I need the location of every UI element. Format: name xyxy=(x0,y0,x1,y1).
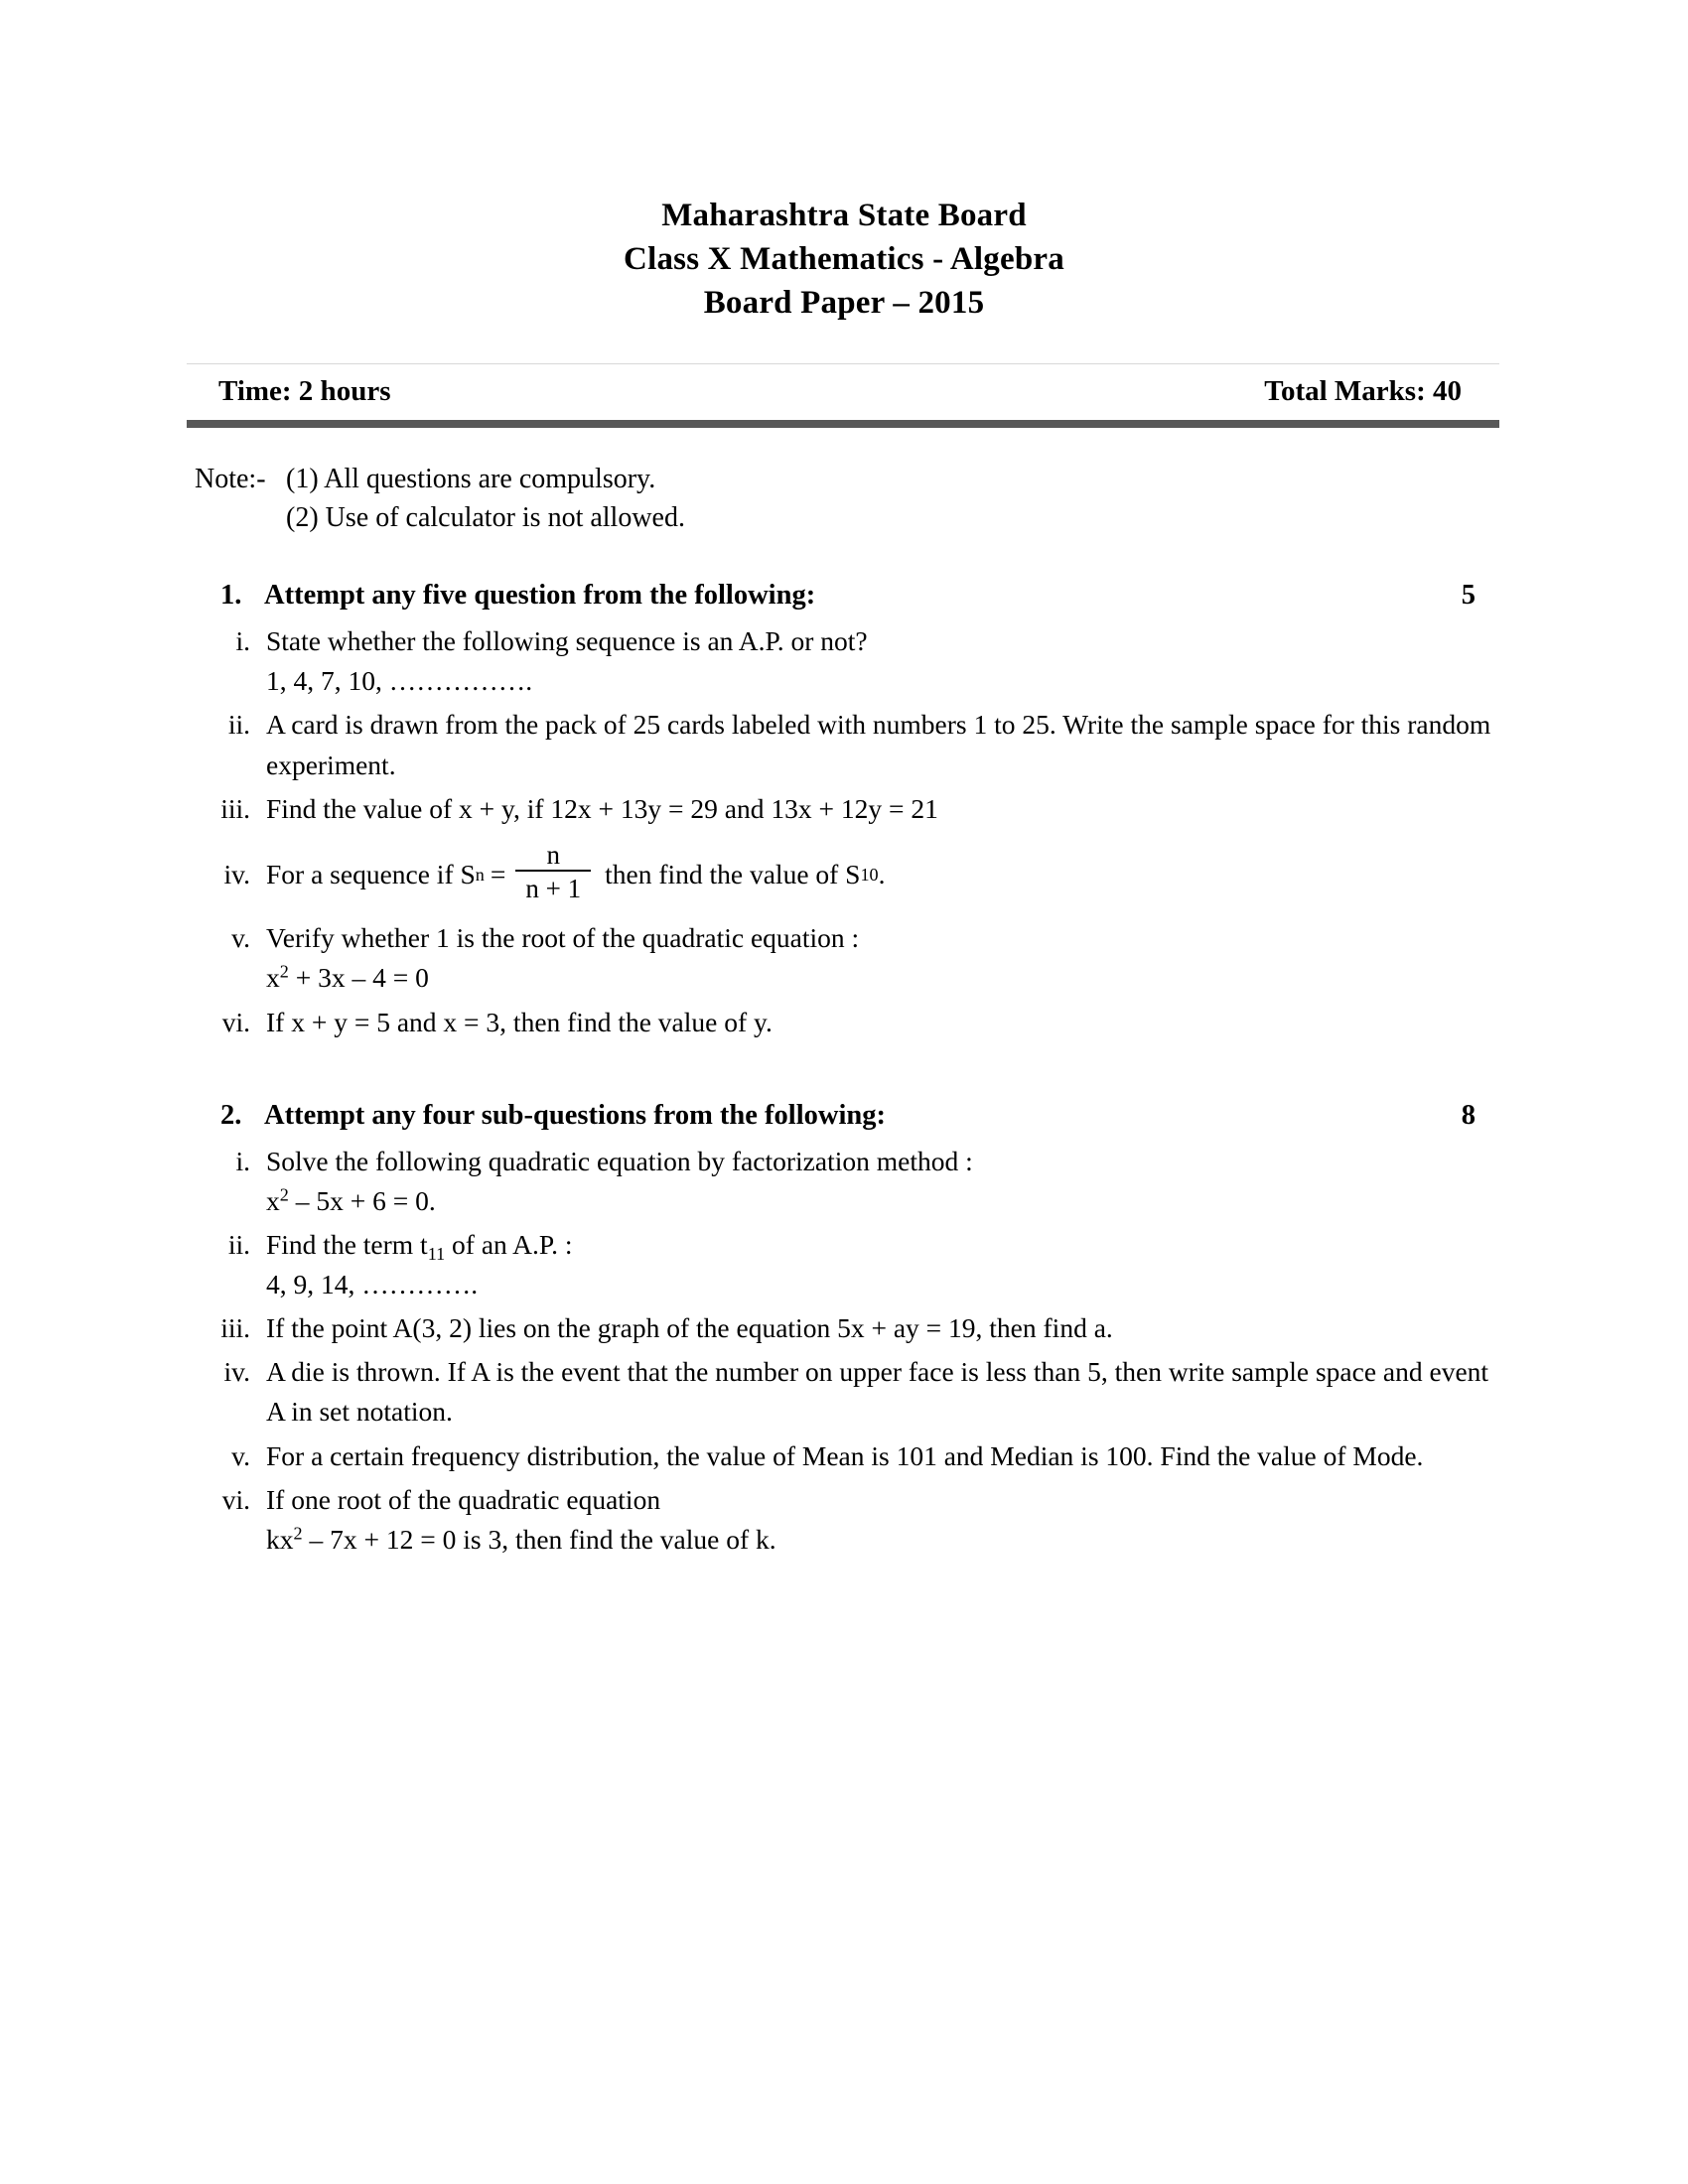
exam-meta-bar xyxy=(187,363,1499,428)
subitem-marker: v. xyxy=(231,922,250,954)
equation-rest: + 3x – 4 = 0 xyxy=(288,962,429,994)
list-item xyxy=(195,839,1499,906)
equation-exponent: 2 xyxy=(279,961,289,982)
fraction-denominator: n + 1 xyxy=(515,870,591,904)
subitem-body: For a certain frequency distribution, the value of Mean is 101 and Median is 100. Find the value of Mode. xyxy=(266,1439,1424,1471)
subitem-body: For a sequence if S n = $\frac{n}{n + 1}$ then find the value of S 10 . xyxy=(266,839,886,904)
list-item xyxy=(195,1308,1499,1348)
question-2-subitems xyxy=(195,1142,1499,1560)
fraction-numerator: n xyxy=(546,839,560,870)
equals-sign: = xyxy=(490,858,506,889)
term-subscript: 11 xyxy=(427,1243,446,1264)
subitem-line: Verify whether 1 is the root of the quadratic equation : xyxy=(266,922,860,954)
equation-rest: – 5x + 6 = 0. xyxy=(288,1184,436,1216)
note-row xyxy=(195,460,1688,499)
subitem-body: If the point A(3, 2) lies on the graph of the equation 5x + ay = 19, then find a. xyxy=(266,1312,1113,1344)
subitem-marker: i. xyxy=(235,1145,250,1176)
instructions-note xyxy=(0,460,1688,539)
subitem-marker: v. xyxy=(231,1439,250,1471)
list-item xyxy=(195,1436,1499,1476)
exam-total-marks: Total Marks: 40 xyxy=(1264,375,1462,408)
note-item-2: (2) Use of calculator is not allowed. xyxy=(286,502,685,534)
quadratic-equation xyxy=(266,958,1499,998)
note-item-1: (1) All questions are compulsory. xyxy=(286,463,656,494)
subitem-line: Solve the following quadratic equation by factorization method : xyxy=(266,1145,973,1176)
quadratic-equation xyxy=(266,1181,1499,1221)
subitem-marker: iii. xyxy=(220,1312,250,1344)
subitem-marker: iv. xyxy=(223,858,250,889)
term-suffix: of an A.P. : xyxy=(445,1228,573,1260)
subitem-line: State whether the following sequence is an A.P. or not? xyxy=(266,625,868,657)
ap-term-line xyxy=(266,1225,1499,1265)
subitem-body xyxy=(266,1142,1499,1221)
question-block-2 xyxy=(0,1100,1688,1560)
question-2-title: Attempt any four sub-questions from the following: xyxy=(264,1099,886,1131)
subitem-marker: vi. xyxy=(221,1483,250,1515)
list-item xyxy=(195,1225,1499,1304)
quadratic-equation xyxy=(266,1520,1499,1560)
equation-base: x xyxy=(266,962,280,994)
question-2-marks: 8 xyxy=(1461,1099,1476,1131)
subitem-marker: ii. xyxy=(227,1228,250,1260)
list-item xyxy=(195,918,1499,998)
subitem-body: Find the value of x + y, if 12x + 13y = 29 and 13x + 12y = 21 xyxy=(266,792,938,824)
question-2-number: 2. xyxy=(220,1099,242,1131)
subitem-body xyxy=(266,1480,1499,1560)
list-item xyxy=(195,1480,1499,1560)
question-block-1 xyxy=(0,580,1688,1042)
paper-title-block xyxy=(0,0,1688,326)
subitem-line: If one root of the quadratic equation xyxy=(266,1483,661,1515)
fraction xyxy=(515,841,591,904)
subitem-marker: i. xyxy=(235,625,250,657)
subitem-body: A card is drawn from the pack of 25 cards labeled with numbers 1 to 25. Write the sample space for this random experiment. xyxy=(266,709,1491,780)
question-2-heading xyxy=(195,1100,1499,1132)
equation-rest: – 7x + 12 = 0 is 3, then find the value of k. xyxy=(302,1523,776,1555)
sequence-formula-prefix: For a sequence if S xyxy=(266,858,476,889)
subitem-body: If x + y = 5 and x = 3, then find the value of y. xyxy=(266,1006,773,1037)
subitem-line: 4, 9, 14, …………. xyxy=(266,1269,479,1300)
question-1-subitems xyxy=(195,621,1499,1042)
equation-exponent: 2 xyxy=(279,1184,289,1205)
subitem-body xyxy=(266,918,1499,998)
equation-exponent: 2 xyxy=(293,1523,303,1544)
exam-duration: Time: 2 hours xyxy=(218,375,391,408)
page-title-line-1: Maharashtra State Board xyxy=(661,198,1027,233)
list-item xyxy=(195,621,1499,701)
subitem-body: A die is thrown. If A is the event that the number on upper face is less than 5, then write sample space and event A in set notation. xyxy=(266,1356,1489,1428)
subitem-marker: iv. xyxy=(223,1356,250,1388)
page-title-line-2: Class X Mathematics - Algebra xyxy=(624,240,1064,277)
subitem-body xyxy=(266,621,1499,701)
sequence-formula-tail: . xyxy=(878,858,886,889)
equation-base: kx xyxy=(266,1523,294,1555)
subitem-marker: vi. xyxy=(221,1006,250,1037)
sequence-formula-suffix: then find the value of S xyxy=(605,858,861,889)
list-item xyxy=(195,789,1499,829)
equation-base: x xyxy=(266,1184,280,1216)
question-1-heading xyxy=(195,580,1499,612)
question-1-number: 1. xyxy=(220,580,242,612)
question-1-title: Attempt any five question from the following: xyxy=(264,580,816,612)
question-1-marks: 5 xyxy=(1461,580,1476,612)
note-label: Note:- xyxy=(195,463,266,494)
subitem-body xyxy=(266,1225,1499,1304)
subitem-line: 1, 4, 7, 10, ……………. xyxy=(266,665,533,697)
list-item xyxy=(195,705,1499,784)
subitem-marker: ii. xyxy=(227,709,250,741)
term-prefix: Find the term t xyxy=(266,1228,428,1260)
list-item xyxy=(195,1142,1499,1221)
subitem-marker: iii. xyxy=(220,792,250,824)
note-row xyxy=(195,498,1688,538)
list-item xyxy=(195,1352,1499,1432)
page-title-line-3: Board Paper – 2015 xyxy=(703,284,985,321)
list-item xyxy=(195,1003,1499,1042)
